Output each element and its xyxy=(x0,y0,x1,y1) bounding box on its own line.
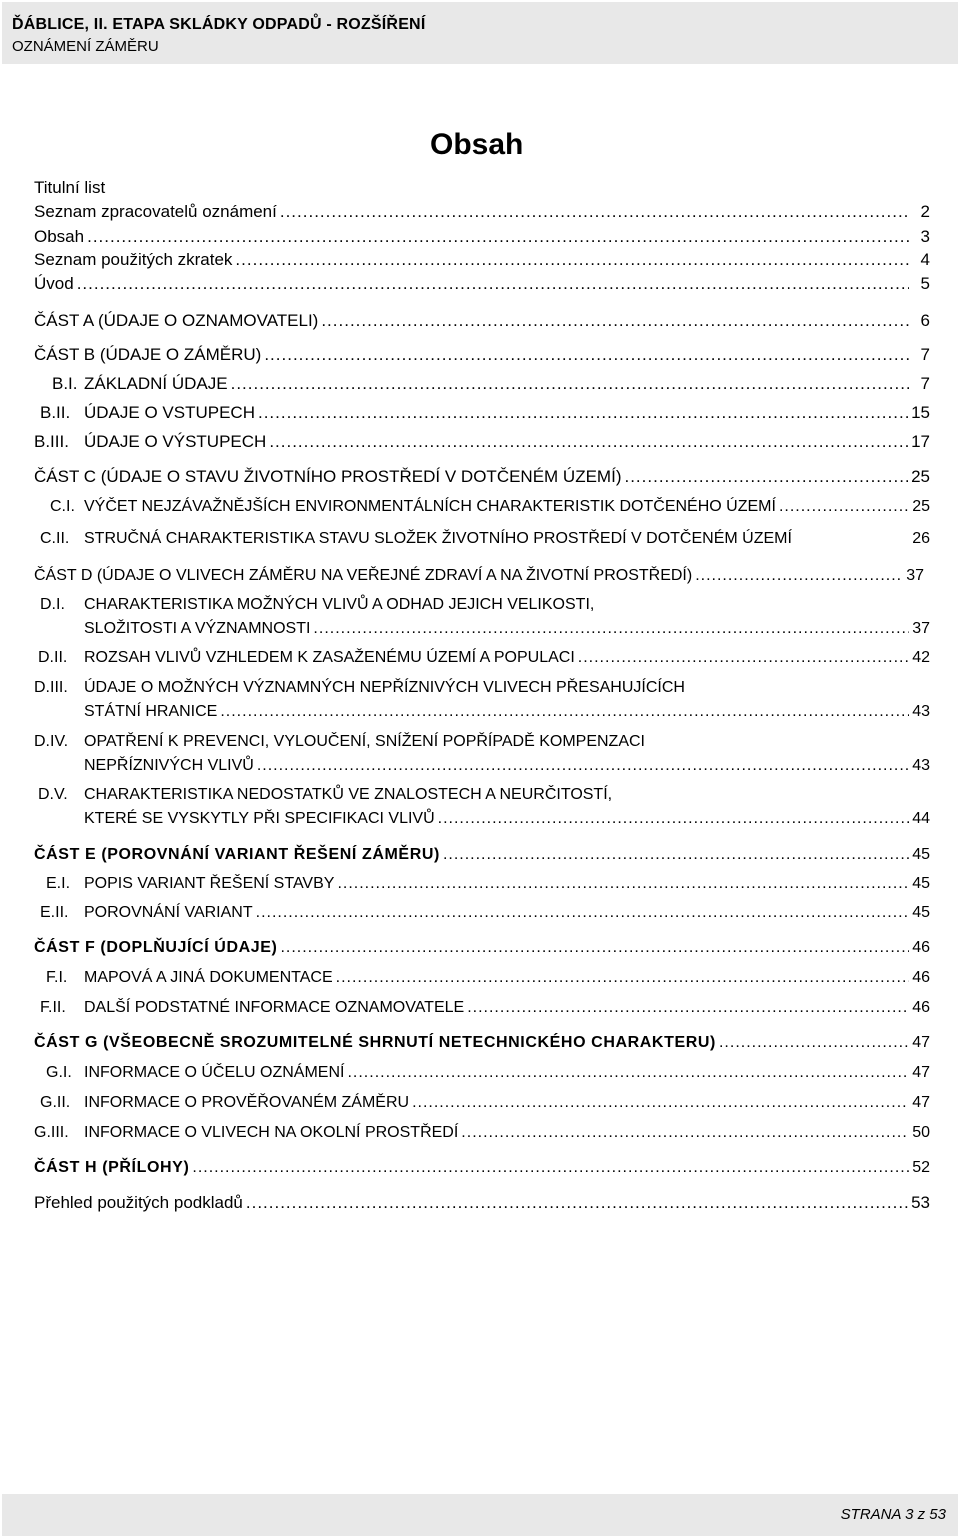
toc-page-number: 37 xyxy=(912,620,930,637)
toc-page-number: 17 xyxy=(911,432,930,451)
toc-leader-dots xyxy=(313,617,909,641)
toc-item-label: INFORMACE O ÚČELU OZNÁMENÍ xyxy=(84,1064,345,1081)
toc-item-number: D.V. xyxy=(38,786,68,803)
toc-item-number: B.III. xyxy=(34,432,69,451)
toc-leader-dots xyxy=(256,901,909,925)
toc-item-label: INFORMACE O PROVĚŘOVANÉM ZÁMĚRU xyxy=(84,1094,410,1111)
toc-item-number: D.III. xyxy=(34,679,68,696)
header-subtitle: OZNÁMENÍ ZÁMĚRU xyxy=(12,38,159,55)
toc-leader-dots xyxy=(257,754,909,778)
toc-item-label: POROVNÁNÍ VARIANT xyxy=(84,904,253,921)
toc-page-number: 45 xyxy=(912,875,930,892)
toc-leader-dots xyxy=(235,248,909,272)
toc-item-cast-h[interactable] xyxy=(0,1156,960,1180)
toc-page-number: 47 xyxy=(912,1064,930,1081)
toc-item-label: ČÁST E (POROVNÁNÍ VARIANT ŘEŠENÍ ZÁMĚRU) xyxy=(34,846,440,863)
toc-item-label: INFORMACE O VLIVECH NA OKOLNÍ PROSTŘEDÍ xyxy=(84,1124,459,1141)
toc-item-label: VÝČET NEJZÁVAŽNĚJŠÍCH ENVIRONMENTÁLNÍCH CHARAKTERISTIK DOTČENÉHO ÚZEMÍ xyxy=(84,498,776,515)
toc-item-g-iii[interactable] xyxy=(0,1121,960,1145)
toc-item-label: ROZSAH VLIVŮ VZHLEDEM K ZASAŽENÉMU ÚZEMÍ A POPULACI xyxy=(84,649,575,666)
toc-page-number: 25 xyxy=(911,467,930,486)
toc-item-e-ii[interactable] xyxy=(0,901,960,925)
toc-page-number: 52 xyxy=(912,1159,930,1176)
toc-item-c-ii[interactable] xyxy=(0,527,960,551)
toc-page-number: 53 xyxy=(911,1193,930,1212)
toc-page-number: 44 xyxy=(912,810,930,827)
toc-item-cast-a[interactable] xyxy=(0,309,960,333)
toc-item-label: NEPŘÍZNIVÝCH VLIVŮ xyxy=(84,757,254,774)
toc-item-label: ČÁST H (PŘÍLOHY) xyxy=(34,1159,190,1176)
toc-leader-dots xyxy=(246,1191,908,1215)
toc-page-number: 45 xyxy=(912,904,930,921)
toc-item-b-iii[interactable] xyxy=(0,430,960,454)
toc-leader-dots xyxy=(321,309,909,333)
toc-item-label: ČÁST D (ÚDAJE O VLIVECH ZÁMĚRU NA VEŘEJNÉ ZDRAVÍ A NA ŽIVOTNÍ PROSTŘEDÍ) xyxy=(34,567,693,584)
toc-page-number: 5 xyxy=(920,274,930,293)
toc-page-number: 43 xyxy=(912,757,930,774)
toc-item-label: ČÁST F (DOPLŇUJÍCÍ ÚDAJE) xyxy=(34,939,278,956)
toc-page-number: 37 xyxy=(906,567,924,584)
toc-item-number: G.I. xyxy=(46,1064,72,1081)
toc-page-number: 7 xyxy=(920,374,930,393)
toc-item-cast-c[interactable] xyxy=(0,465,960,489)
toc-item-number: E.II. xyxy=(40,904,69,921)
toc-item-d-v-cont[interactable] xyxy=(0,807,960,831)
toc-item-f-i[interactable] xyxy=(0,966,960,990)
toc-item-label: Titulní list xyxy=(34,178,106,197)
toc-leader-dots xyxy=(695,564,903,588)
toc-item-label: STÁTNÍ HRANICE xyxy=(84,703,218,720)
toc-leader-dots xyxy=(438,807,909,831)
toc-item-label: ÚDAJE O VÝSTUPECH xyxy=(84,432,267,451)
toc-item-number: F.I. xyxy=(46,969,68,986)
toc-leader-dots xyxy=(461,1121,909,1145)
toc-leader-dots xyxy=(779,495,909,519)
toc-item-number: D.II. xyxy=(38,649,68,666)
toc-leader-dots xyxy=(258,401,908,425)
toc-item-cast-g[interactable] xyxy=(0,1031,960,1055)
toc-leader-dots xyxy=(578,646,909,670)
toc-item-b-i[interactable] xyxy=(0,372,960,396)
toc-page-number: 2 xyxy=(920,202,930,221)
toc-item-f-ii[interactable] xyxy=(0,996,960,1020)
toc-item-number: G.III. xyxy=(34,1124,69,1141)
page-number-label: STRANA 3 z 53 xyxy=(840,1506,946,1523)
toc-page-number: 4 xyxy=(920,250,930,269)
toc-item-label: MAPOVÁ A JINÁ DOKUMENTACE xyxy=(84,969,333,986)
toc-leader-dots xyxy=(269,430,908,454)
toc-item-number: D.IV. xyxy=(34,733,69,750)
toc-item-d-iv[interactable] xyxy=(0,730,960,754)
toc-item-label-line1: OPATŘENÍ K PREVENCI, VYLOUČENÍ, SNÍŽENÍ POPŘÍPADĚ KOMPENZACI xyxy=(84,733,645,750)
page-header xyxy=(2,2,958,64)
toc-item-number: G.II. xyxy=(40,1094,71,1111)
toc-page-number: 47 xyxy=(912,1094,930,1111)
toc-item-label: ÚDAJE O VSTUPECH xyxy=(84,403,255,422)
toc-leader-dots xyxy=(280,936,909,960)
toc-leader-dots xyxy=(719,1031,909,1055)
toc-item-b-ii[interactable] xyxy=(0,401,960,425)
toc-item-number: D.I. xyxy=(40,596,65,613)
toc-item-number: B.II. xyxy=(40,403,71,422)
toc-item-label: STRUČNÁ CHARAKTERISTIKA STAVU SLOŽEK ŽIVOTNÍHO PROSTŘEDÍ V DOTČENÉM ÚZEMÍ xyxy=(84,530,792,547)
toc-page-number: 25 xyxy=(912,498,930,515)
toc-item-uvod[interactable] xyxy=(0,272,960,296)
toc-leader-dots xyxy=(264,343,909,367)
toc-item-c-i[interactable] xyxy=(0,495,960,519)
toc-item-label: ZÁKLADNÍ ÚDAJE xyxy=(84,374,228,393)
toc-leader-dots xyxy=(280,200,909,224)
toc-page-number: 7 xyxy=(920,345,930,364)
toc-item-label: Seznam zpracovatelů oznámení xyxy=(34,202,277,221)
toc-page-number: 15 xyxy=(911,403,930,422)
toc-item-cast-d[interactable] xyxy=(0,564,960,588)
toc-page-number: 6 xyxy=(920,311,930,330)
toc-leader-dots xyxy=(443,843,909,867)
toc-page-number: 3 xyxy=(920,227,930,246)
page-title: Obsah xyxy=(430,128,524,161)
toc-item-number: F.II. xyxy=(40,999,66,1016)
toc-item-cast-f[interactable] xyxy=(0,936,960,960)
toc-item-number: C.I. xyxy=(50,498,75,515)
toc-item-label: ČÁST B (ÚDAJE O ZÁMĚRU) xyxy=(34,345,262,364)
toc-leader-dots xyxy=(412,1091,909,1115)
toc-item-g-i[interactable] xyxy=(0,1061,960,1085)
toc-page-number: 46 xyxy=(912,939,930,956)
toc-leader-dots xyxy=(77,272,909,296)
header-title: ĎÁBLICE, II. ETAPA SKLÁDKY ODPADŮ - ROZŠÍŘENÍ xyxy=(12,16,426,33)
toc-item-d-i-cont[interactable] xyxy=(0,617,960,641)
toc-page-number: 45 xyxy=(912,846,930,863)
toc-page-number: 50 xyxy=(912,1124,930,1141)
toc-item-seznam-zkratek[interactable] xyxy=(0,248,960,272)
toc-item-label: ČÁST A (ÚDAJE O OZNAMOVATELI) xyxy=(34,311,319,330)
toc-item-number: B.I. xyxy=(52,374,78,393)
toc-page-number: 42 xyxy=(912,649,930,666)
toc-item-cast-b[interactable] xyxy=(0,343,960,367)
toc-page-number: 43 xyxy=(912,703,930,720)
toc-item-label: ČÁST C (ÚDAJE O STAVU ŽIVOTNÍHO PROSTŘEDÍ V DOTČENÉM ÚZEMÍ) xyxy=(34,467,622,486)
toc-leader-dots xyxy=(220,700,909,724)
toc-item-number: C.II. xyxy=(40,530,70,547)
page-footer xyxy=(2,1494,958,1536)
toc-item-d-iii[interactable] xyxy=(0,676,960,700)
toc-item-d-iv-cont[interactable] xyxy=(0,754,960,778)
toc-item-cast-e[interactable] xyxy=(0,843,960,867)
toc-item-label: POPIS VARIANT ŘEŠENÍ STAVBY xyxy=(84,875,335,892)
toc-item-label: SLOŽITOSTI A VÝZNAMNOSTI xyxy=(84,620,311,637)
toc-item-label-line1: CHARAKTERISTIKA MOŽNÝCH VLIVŮ A ODHAD JEJICH VELIKOSTI, xyxy=(84,596,595,613)
toc-item-number: E.I. xyxy=(46,875,71,892)
toc-item-label: KTERÉ SE VYSKYTLY PŘI SPECIFIKACI VLIVŮ xyxy=(84,810,435,827)
toc-item-label: DALŠÍ PODSTATNÉ INFORMACE OZNAMOVATELE xyxy=(84,999,465,1016)
toc-item-label: Seznam použitých zkratek xyxy=(34,250,233,269)
toc-item-seznam-zpracovatelu[interactable] xyxy=(0,200,960,224)
toc-item-label: ČÁST G (VŠEOBECNĚ SROZUMITELNÉ SHRNUTÍ NETECHNICKÉHO CHARAKTERU) xyxy=(34,1034,716,1051)
toc-leader-dots xyxy=(192,1156,909,1180)
toc-item-label: Obsah xyxy=(34,227,85,246)
toc-item-label: Úvod xyxy=(34,274,74,293)
toc-item-label-line1: CHARAKTERISTIKA NEDOSTATKŮ VE ZNALOSTECH A NEURČITOSTÍ, xyxy=(84,786,613,803)
toc-item-e-i[interactable] xyxy=(0,872,960,896)
toc-item-label: Přehled použitých podkladů xyxy=(34,1193,243,1212)
toc-item-label-line1: ÚDAJE O MOŽNÝCH VÝZNAMNÝCH NEPŘÍZNIVÝCH VLIVECH PŘESAHUJÍCÍCH xyxy=(84,679,685,696)
toc-item-d-ii[interactable] xyxy=(0,646,960,670)
toc-page-number: 46 xyxy=(912,999,930,1016)
toc-item-obsah[interactable] xyxy=(0,225,960,249)
toc-leader-dots xyxy=(336,966,909,990)
toc-item-titulni-list[interactable] xyxy=(0,176,960,200)
toc-page-number: 47 xyxy=(912,1034,930,1051)
toc-leader-dots xyxy=(231,372,909,396)
toc-leader-dots xyxy=(87,225,909,249)
toc-leader-dots xyxy=(337,872,909,896)
toc-leader-dots xyxy=(467,996,909,1020)
toc-item-g-ii[interactable] xyxy=(0,1091,960,1115)
toc-leader-dots xyxy=(624,465,908,489)
toc-page-number: 46 xyxy=(912,969,930,986)
toc-item-d-iii-cont[interactable] xyxy=(0,700,960,724)
toc-leader-dots xyxy=(347,1061,909,1085)
toc-item-d-v[interactable] xyxy=(0,783,960,807)
toc-item-d-i[interactable] xyxy=(0,593,960,617)
toc-page-number: 26 xyxy=(912,530,930,547)
toc-item-prehled-podkladu[interactable] xyxy=(0,1191,960,1215)
